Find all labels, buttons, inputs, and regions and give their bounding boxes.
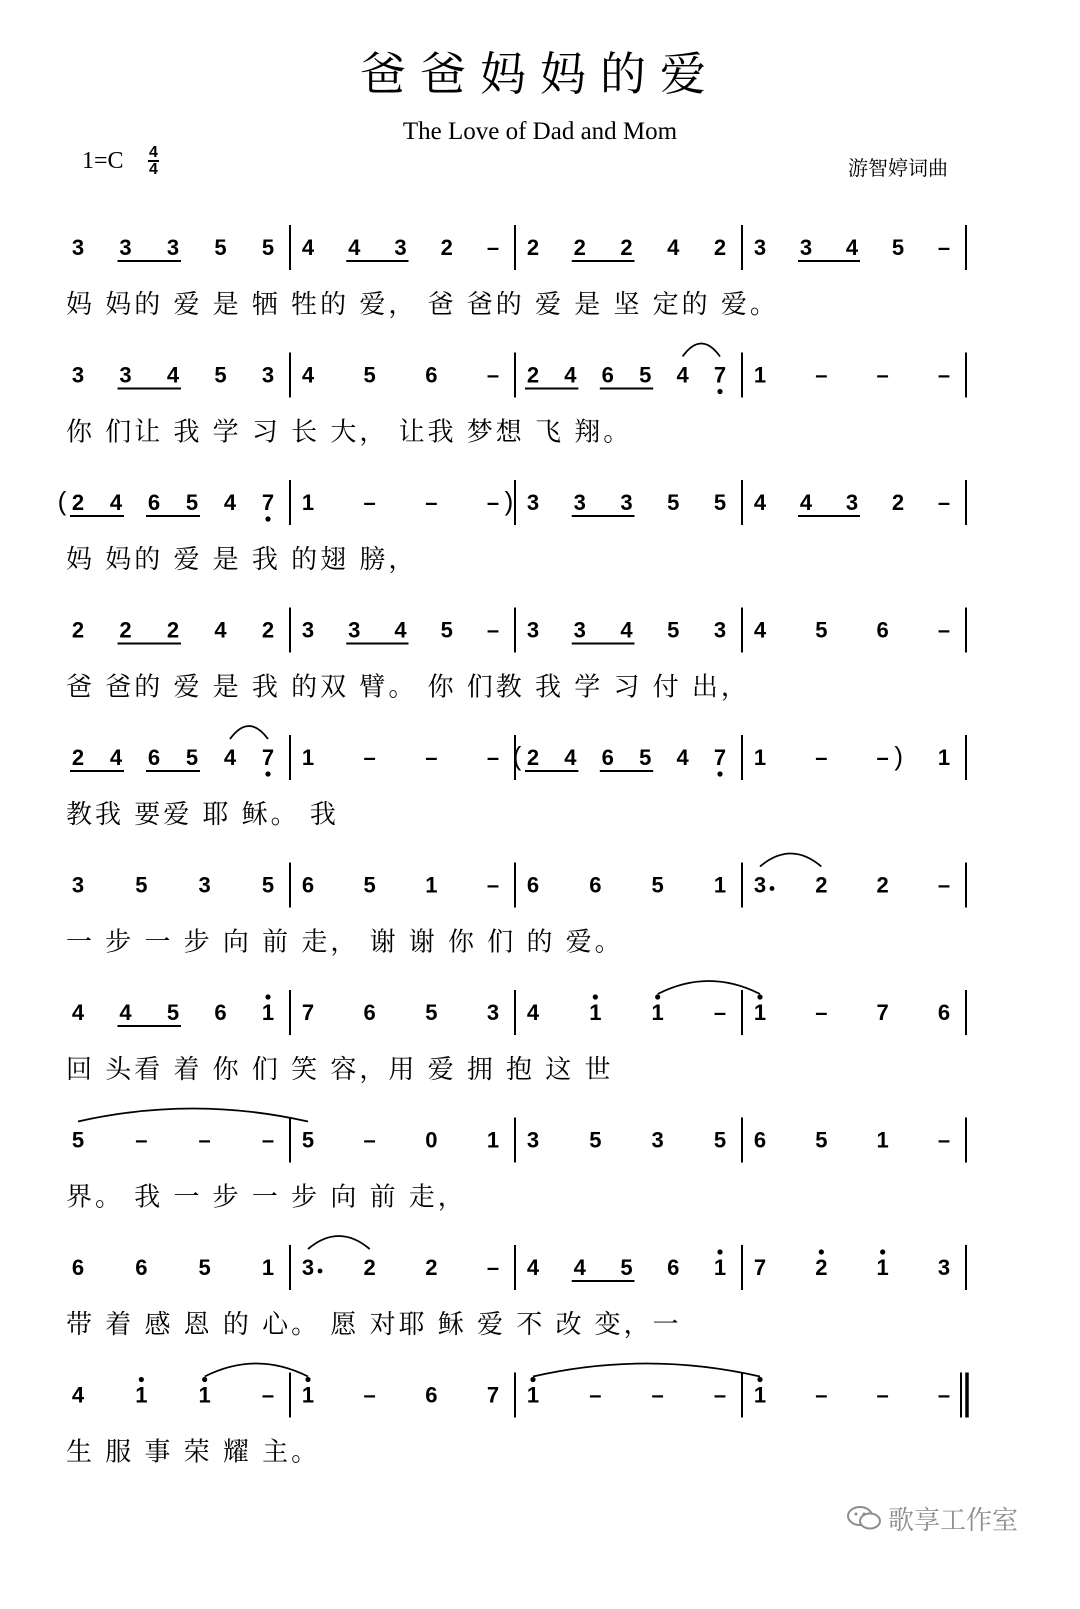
dash-note: –: [713, 1000, 727, 1025]
high-octave-dot: [305, 1377, 310, 1382]
note: 5: [815, 1127, 828, 1153]
note: 1: [876, 1255, 889, 1280]
tie-arc: [78, 1109, 308, 1122]
dash-note: –: [589, 1382, 602, 1408]
high-octave-dot: [593, 994, 598, 999]
note: 7: [753, 1255, 767, 1280]
note: 3: [651, 1127, 664, 1153]
augmentation-dot: [318, 1269, 323, 1274]
note: 5: [185, 490, 199, 515]
note: 6: [526, 872, 540, 898]
note: 0: [425, 1127, 438, 1153]
note: 4: [71, 1382, 85, 1408]
note: 1: [753, 362, 767, 388]
note: 6: [214, 1000, 227, 1025]
note: 6: [667, 1255, 680, 1280]
note: 3: [261, 362, 275, 388]
lyric-line: 妈 妈的 爱 是 牺 牲的 爱， 爸 爸的 爱 是 坚 定的 爱。: [66, 289, 779, 319]
note: 5: [589, 1127, 602, 1153]
note: 3: [573, 617, 586, 643]
dash-note: –: [937, 617, 951, 643]
note: 5: [71, 1127, 85, 1153]
note: 1: [876, 1127, 889, 1153]
note: 1: [198, 1382, 211, 1408]
score-line: [66, 726, 966, 829]
lyric-line: 界。 我 一 步 一 步 向 前 走，: [66, 1181, 467, 1212]
score-line: [66, 608, 966, 702]
note: 4: [845, 235, 859, 260]
note: 4: [753, 617, 767, 643]
note: 5: [639, 745, 652, 770]
note: 5: [639, 362, 652, 388]
score-line: [66, 1236, 966, 1339]
note: 4: [119, 1000, 132, 1025]
note: 2: [891, 490, 905, 515]
note: 5: [135, 872, 148, 898]
dash-note: –: [937, 362, 951, 388]
note: 4: [620, 617, 633, 643]
note: 5: [425, 1000, 438, 1025]
high-octave-dot: [757, 994, 762, 999]
note: 3: [526, 1127, 540, 1153]
note: 2: [876, 872, 889, 898]
note: 6: [71, 1255, 85, 1280]
note: 1: [713, 872, 727, 898]
dash-note: –: [486, 617, 500, 643]
note: 3: [198, 872, 211, 898]
note: 2: [440, 235, 453, 260]
low-octave-dot: [717, 389, 722, 394]
note: 2: [526, 745, 540, 770]
score-line: [66, 344, 966, 447]
tie-arc: [308, 1236, 370, 1249]
score-line: [66, 981, 966, 1084]
note: 2: [573, 235, 586, 260]
note: 5: [363, 362, 376, 388]
paren-open: (: [57, 486, 67, 516]
note: 6: [135, 1255, 148, 1280]
high-octave-dot: [265, 994, 270, 999]
song-subtitle: The Love of Dad and Mom: [402, 118, 678, 145]
note: 2: [620, 235, 633, 260]
lyric-line: 回 头看 着 你 们 笑 容，用 爱 拥 抱 这 世: [66, 1054, 614, 1084]
wechat-icon: [846, 1504, 882, 1539]
score-line: [66, 1109, 966, 1212]
lyric-line: 带 着 感 恩 的 心。 愿 对耶 稣 爱 不 改 变，一: [66, 1309, 682, 1339]
note: 7: [713, 362, 727, 388]
dash-note: –: [876, 1382, 889, 1408]
dash-note: –: [363, 1127, 376, 1153]
note: 3: [799, 235, 813, 260]
note: 3: [753, 235, 767, 260]
note: 3: [713, 617, 727, 643]
note: 2: [815, 872, 828, 898]
dash-note: –: [486, 1255, 500, 1280]
low-octave-dot: [717, 771, 722, 776]
note: 4: [667, 235, 680, 260]
note: 5: [185, 745, 199, 770]
note: 1: [301, 745, 315, 770]
score-line: [66, 1364, 967, 1467]
key-signature: 1=C: [82, 148, 124, 174]
note: 6: [937, 1000, 951, 1025]
dash-note: –: [876, 745, 889, 770]
dash-note: –: [363, 1382, 376, 1408]
note: 1: [753, 1000, 767, 1025]
note: 4: [753, 490, 767, 515]
note: 3: [845, 490, 859, 515]
time-signature-top: 4: [149, 144, 158, 161]
dash-note: –: [815, 362, 828, 388]
note: 2: [526, 362, 540, 388]
note: 7: [876, 1000, 889, 1025]
note: 5: [301, 1127, 315, 1153]
watermark-text: 歌享工作室: [887, 1506, 1018, 1536]
note: 7: [301, 1000, 315, 1025]
note: 5: [667, 490, 680, 515]
dash-note: –: [937, 872, 951, 898]
dash-note: –: [425, 490, 438, 515]
note: 1: [301, 1382, 315, 1408]
lyric-line: 一 步 一 步 向 前 走， 谢 谢 你 们 的 爱。: [66, 926, 624, 957]
note: 6: [601, 745, 614, 770]
note: 4: [223, 745, 237, 770]
paren-close: ): [504, 486, 514, 516]
note: 4: [301, 235, 315, 260]
dash-note: –: [363, 490, 376, 515]
high-octave-dot: [655, 994, 660, 999]
dash-note: –: [486, 235, 500, 260]
note: 4: [71, 1000, 85, 1025]
note: 5: [891, 235, 905, 260]
note: 4: [676, 362, 689, 388]
dash-note: –: [261, 1382, 275, 1408]
note: 6: [147, 490, 161, 515]
dash-note: –: [486, 872, 500, 898]
note: 1: [301, 490, 315, 515]
dash-note: –: [815, 1000, 828, 1025]
note: 5: [214, 362, 227, 388]
dash-note: –: [135, 1127, 148, 1153]
note: 7: [261, 745, 275, 770]
high-octave-dot: [880, 1249, 885, 1254]
note: 1: [753, 745, 767, 770]
note: 3: [301, 1255, 315, 1280]
note: 6: [601, 362, 614, 388]
note: 4: [166, 362, 180, 388]
paren-close: ): [894, 741, 904, 771]
note: 7: [486, 1382, 500, 1408]
note: 3: [71, 872, 85, 898]
high-octave-dot: [819, 1249, 824, 1254]
lyric-line: 爸 爸的 爱 是 我 的双 臂。 你 们教 我 学 习 付 出，: [66, 671, 750, 702]
tie-arc: [230, 726, 268, 739]
low-octave-dot: [265, 516, 270, 521]
note: 1: [261, 1000, 275, 1025]
note: 5: [198, 1255, 211, 1280]
lyric-line: 你 们让 我 学 习 长 大， 让我 梦想 飞 翔。: [66, 416, 633, 447]
note: 3: [301, 617, 315, 643]
note: 5: [214, 235, 227, 260]
note: 6: [301, 872, 315, 898]
note: 2: [363, 1255, 376, 1280]
note: 5: [166, 1000, 180, 1025]
note: 2: [526, 235, 540, 260]
note: 4: [109, 745, 123, 770]
note: 1: [486, 1127, 500, 1153]
note: 4: [526, 1255, 540, 1280]
high-octave-dot: [757, 1377, 762, 1382]
note: 3: [937, 1255, 951, 1280]
tie-arc: [683, 344, 720, 357]
tie-arc: [658, 981, 760, 994]
note: 1: [135, 1382, 148, 1408]
dash-note: –: [486, 745, 500, 770]
note: 1: [526, 1382, 540, 1408]
note: 6: [589, 872, 602, 898]
note: 4: [223, 490, 237, 515]
note: 5: [651, 872, 664, 898]
dash-note: –: [425, 745, 438, 770]
note: 4: [573, 1255, 586, 1280]
note: 3: [71, 235, 85, 260]
note: 1: [753, 1382, 767, 1408]
note: 2: [119, 617, 132, 643]
note: 3: [526, 617, 540, 643]
note: 3: [573, 490, 586, 515]
note: 4: [564, 745, 577, 770]
dash-note: –: [937, 490, 951, 515]
note: 5: [713, 1127, 727, 1153]
note: 5: [261, 235, 275, 260]
note: 4: [109, 490, 123, 515]
tie-arc: [205, 1364, 308, 1377]
score-line: [66, 225, 966, 319]
dash-note: –: [486, 490, 500, 515]
note: 2: [425, 1255, 438, 1280]
note: 4: [526, 1000, 540, 1025]
dash-note: –: [486, 362, 500, 388]
note: 4: [394, 617, 407, 643]
note: 1: [651, 1000, 664, 1025]
dash-note: –: [937, 235, 951, 260]
note: 3: [526, 490, 540, 515]
low-octave-dot: [265, 771, 270, 776]
note: 6: [876, 617, 889, 643]
note: 4: [348, 235, 361, 260]
note: 1: [261, 1255, 275, 1280]
note: 5: [363, 872, 376, 898]
note: 3: [119, 362, 132, 388]
lyric-line: 生 服 事 荣 耀 主。: [66, 1436, 321, 1467]
note: 3: [348, 617, 361, 643]
note: 7: [261, 490, 275, 515]
tie-arc: [533, 1364, 760, 1377]
tie-arc: [760, 854, 821, 867]
note: 5: [440, 617, 453, 643]
note: 2: [71, 490, 85, 515]
dash-note: –: [937, 1382, 951, 1408]
note: 1: [425, 872, 438, 898]
note: 2: [815, 1255, 828, 1280]
note: 4: [564, 362, 577, 388]
note: 6: [425, 1382, 438, 1408]
note: 5: [667, 617, 680, 643]
high-octave-dot: [717, 1249, 722, 1254]
note: 3: [71, 362, 85, 388]
note: 4: [676, 745, 689, 770]
watermark: [846, 1500, 1018, 1539]
time-signature-bottom: 4: [149, 161, 158, 178]
composer-credit: 游智婷词曲: [848, 156, 948, 180]
dash-note: –: [937, 1127, 951, 1153]
note: 3: [166, 235, 180, 260]
note: 2: [71, 745, 85, 770]
note: 2: [261, 617, 275, 643]
note: 5: [620, 1255, 633, 1280]
lyric-line: 妈 妈的 爱 是 我 的翅 膀，: [66, 544, 418, 574]
note: 5: [815, 617, 828, 643]
note: 4: [799, 490, 813, 515]
note: 5: [713, 490, 727, 515]
note: 3: [119, 235, 132, 260]
note: 4: [301, 362, 315, 388]
score-line: [58, 480, 966, 574]
score-line: [66, 854, 966, 957]
note: 4: [214, 617, 227, 643]
note: 3: [620, 490, 633, 515]
dash-note: –: [363, 745, 376, 770]
note: 2: [71, 617, 85, 643]
high-octave-dot: [202, 1377, 207, 1382]
dash-note: –: [815, 745, 828, 770]
note: 5: [261, 872, 275, 898]
lyric-line: 教我 要爱 耶 稣。 我: [66, 799, 339, 829]
note: 7: [713, 745, 727, 770]
augmentation-dot: [770, 886, 775, 891]
paren-open: (: [512, 741, 522, 771]
dash-note: –: [261, 1127, 275, 1153]
dash-note: –: [198, 1127, 211, 1153]
dash-note: –: [876, 362, 889, 388]
note: 1: [589, 1000, 602, 1025]
note: 3: [394, 235, 407, 260]
note: 1: [713, 1255, 727, 1280]
note: 6: [147, 745, 161, 770]
note: 6: [753, 1127, 767, 1153]
high-octave-dot: [139, 1377, 144, 1382]
dash-note: –: [651, 1382, 664, 1408]
note: 2: [713, 235, 727, 260]
song-title: 爸爸妈妈的爱: [360, 47, 720, 101]
note: 2: [166, 617, 180, 643]
note: 6: [425, 362, 438, 388]
note: 6: [363, 1000, 376, 1025]
note: 3: [486, 1000, 500, 1025]
note: 1: [937, 745, 951, 770]
dash-note: –: [815, 1382, 828, 1408]
dash-note: –: [713, 1382, 727, 1408]
high-octave-dot: [530, 1377, 535, 1382]
note: 3: [753, 872, 767, 898]
